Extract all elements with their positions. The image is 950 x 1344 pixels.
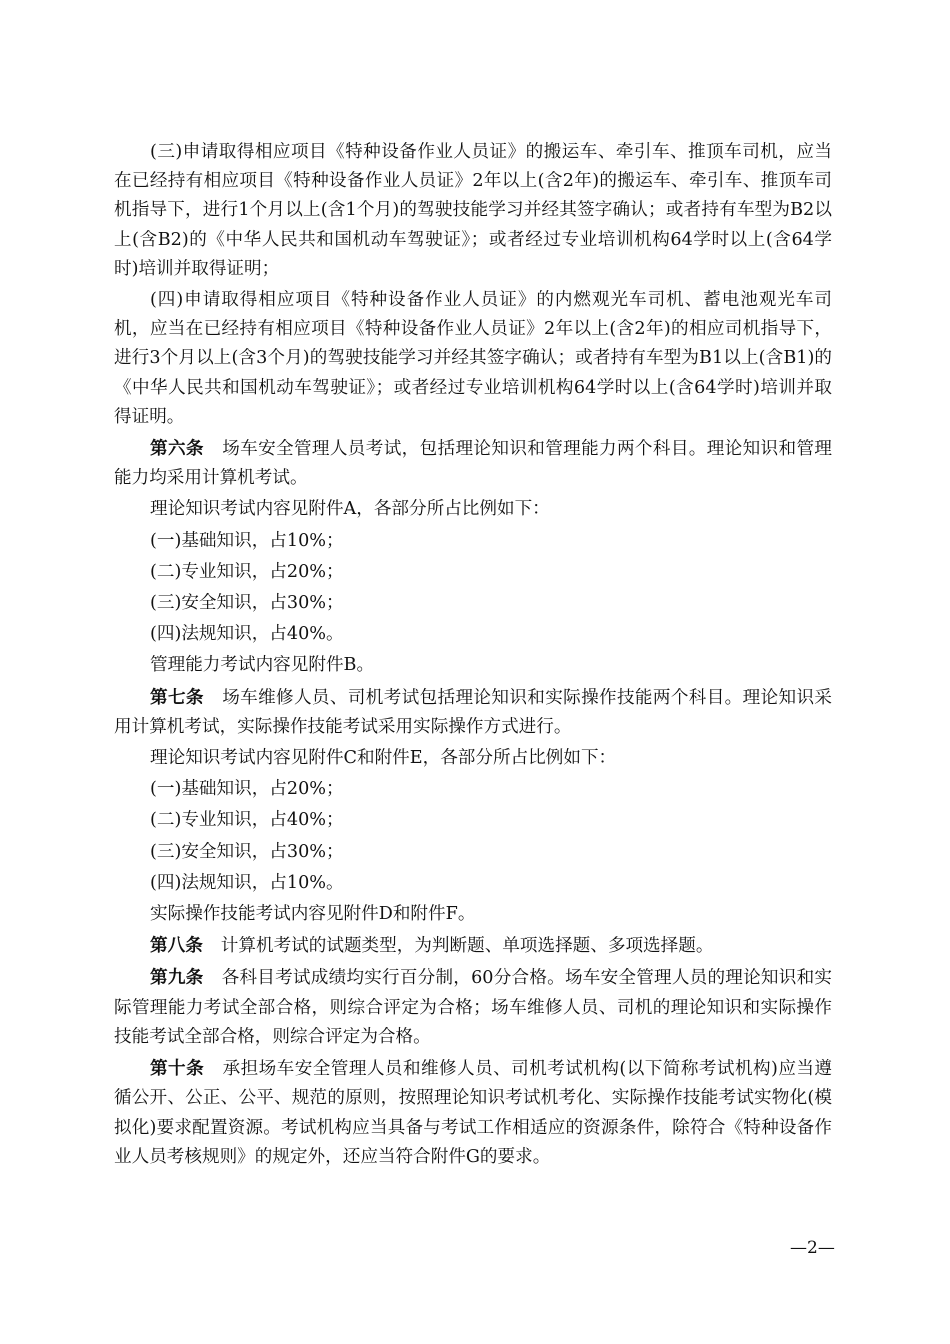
- article-10-text: 承担场车安全管理人员和维修人员、司机考试机构(以下简称考试机构)应当遵循公开、公正、公平、规范的原则，按照理论知识考试机考化、实际操作技能考试实物化(模拟化)要求配置资源。考试机构应当具备与考试工作相适应的资源条件，除符合《特种设备作业人员考核规则》的规定外，还应当符合附件G的要求。: [114, 1059, 832, 1167]
- article-6-item-3: (三)安全知识，占30%；: [150, 593, 344, 614]
- article-7-item-4: (四)法规知识，占10%。: [150, 872, 344, 893]
- article-7-item-1: (一)基础知识，占20%；: [150, 779, 344, 800]
- article-6-item-1: (一)基础知识，占10%；: [150, 530, 344, 551]
- article-9: [114, 963, 832, 1052]
- article-7-closing: 实际操作技能考试内容见附件D和附件F。: [150, 904, 476, 925]
- article-7-item-2: (二)专业知识，占40%；: [150, 810, 344, 831]
- paragraph-item-3: (三)申请取得相应项目《特种设备作业人员证》的搬运车、牵引车、推顶车司机，应当在已经持有相应项目《特种设备作业人员证》2年以上(含2年)的搬运车、牵引车、推顶车司机指导下，进行1个月以上(含1个月)的驾驶技能学习并经其签字确认；或者持有车型为B2以上(含B2)的《中华人民共和国机动车驾驶证》；或者经过专业培训机构64学时以上(含64学时)培训并取得证明；: [114, 142, 832, 279]
- article-7-item-3: (三)安全知识，占30%；: [150, 841, 344, 862]
- article-7-heading: 第七条: [150, 686, 204, 708]
- article-6-closing: 管理能力考试内容见附件B。: [150, 655, 375, 676]
- document-body: [114, 138, 832, 1172]
- article-7: [114, 683, 832, 742]
- article-7-text: 场车维修人员、司机考试包括理论知识和实际操作技能两个科目。理论知识采用计算机考试，实际操作技能考试采用实际操作方式进行。: [114, 687, 832, 737]
- article-10-heading: 第十条: [150, 1058, 205, 1080]
- article-6: [114, 434, 832, 493]
- article-8-heading: 第八条: [150, 935, 203, 957]
- article-6-text: 场车安全管理人员考试，包括理论知识和管理能力两个科目。理论知识和管理能力均采用计算机考试。: [114, 439, 832, 489]
- paragraph-item-4: (四)申请取得相应项目《特种设备作业人员证》的内燃观光车司机、蓄电池观光车司机，应当在已经持有相应项目《特种设备作业人员证》2年以上(含2年)的相应司机指导下，进行3个月以上(含3个月)的驾驶技能学习并经其签字确认；或者持有车型为B1以上(含B1)的《中华人民共和国机动车驾驶证》；或者经过专业培训机构64学时以上(含64学时)培训并取得证明。: [114, 290, 832, 427]
- article-8-text: 计算机考试的试题类型，为判断题、单项选择题、多项选择题。: [220, 936, 714, 957]
- article-9-heading: 第九条: [150, 967, 204, 989]
- article-6-item-4: (四)法规知识，占40%。: [150, 624, 344, 645]
- page-number: —2—: [790, 1238, 835, 1258]
- article-6-heading: 第六条: [150, 438, 204, 460]
- article-9-text: 各科目考试成绩均实行百分制，60分合格。场车安全管理人员的理论知识和实际管理能力考试全部合格，则综合评定为合格；场车维修人员、司机的理论知识和实际操作技能考试全部合格，则综合评定为合格。: [114, 968, 832, 1047]
- article-6-intro: 理论知识考试内容见附件A，各部分所占比例如下：: [150, 499, 550, 520]
- article-10: [114, 1054, 832, 1172]
- article-7-intro: 理论知识考试内容见附件C和附件E，各部分所占比例如下：: [150, 748, 617, 769]
- article-8: [114, 931, 832, 961]
- article-6-item-2: (二)专业知识，占20%；: [150, 561, 344, 582]
